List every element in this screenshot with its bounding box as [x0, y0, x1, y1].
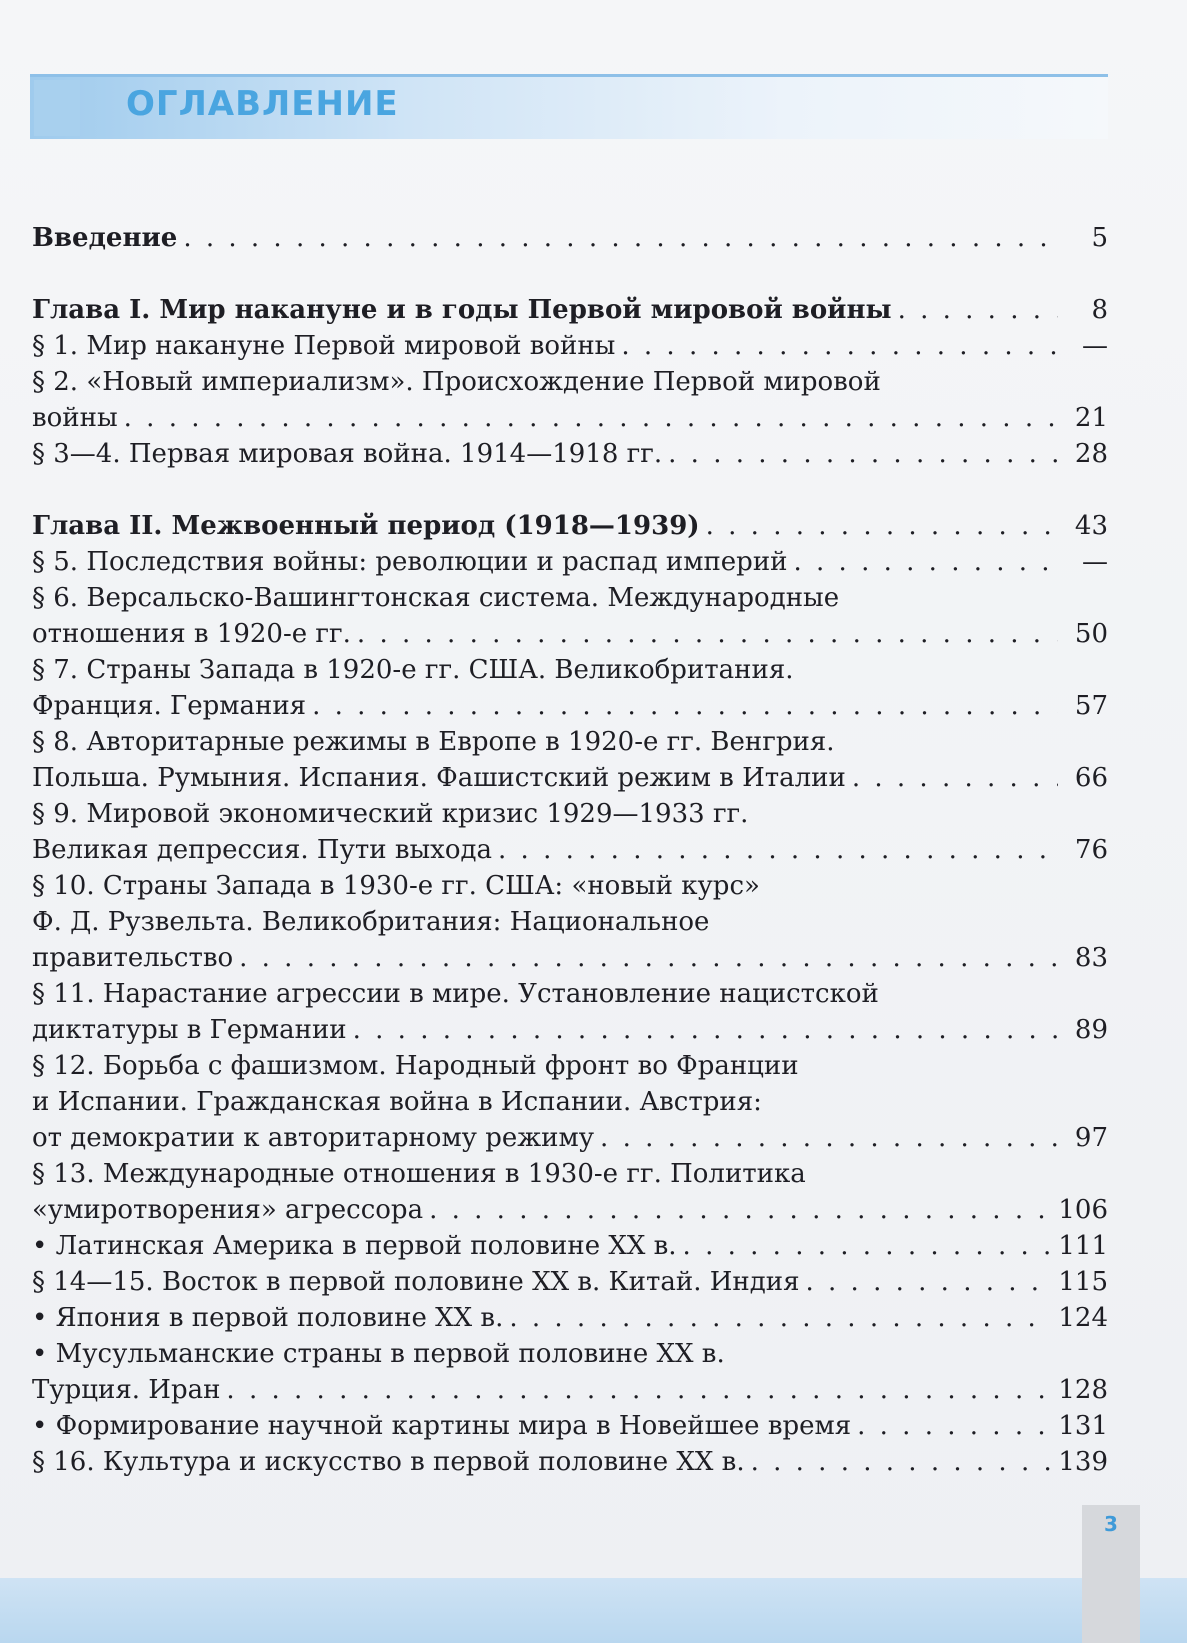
toc-entry-text-line: § 12. Борьба с фашизмом. Народный фронт во Франции — [32, 1051, 799, 1081]
toc-entry — [32, 436, 1108, 472]
toc-entry — [32, 796, 1108, 868]
toc-entry-text-line: § 1. Мир накануне Первой мировой войны — [32, 331, 616, 361]
dot-leader — [600, 1120, 1058, 1156]
toc-entry-text-line: и Испании. Гражданская война в Испании. Австрия: — [32, 1087, 762, 1117]
toc-entry — [32, 1264, 1108, 1300]
toc-entry-text-line: § 5. Последствия войны: революции и распад империй — [32, 547, 788, 577]
toc-entry — [32, 1300, 1108, 1336]
toc-entry-text-line: правительство — [32, 943, 234, 973]
toc-page-number: 111 — [1058, 1231, 1108, 1261]
toc-entry-text-line: диктатуры в Германии — [32, 1015, 347, 1045]
toc-entry-text-line: § 7. Страны Запада в 1920-е гг. США. Великобритания. — [32, 655, 794, 685]
toc-entry-text-line: § 14—15. Восток в первой половине XX в. Китай. Индия — [32, 1267, 800, 1297]
toc-entry-text-line: отношения в 1920-е гг. — [32, 619, 351, 649]
dot-leader — [509, 1300, 1052, 1336]
toc-entry-text-line: § 6. Версальско-Вашингтонская система. Международные — [32, 583, 840, 613]
dot-leader — [353, 1012, 1058, 1048]
toc-page-number: 28 — [1074, 439, 1108, 469]
toc-page-number: 66 — [1074, 763, 1108, 793]
dot-leader — [898, 292, 1058, 328]
toc-entry — [32, 976, 1108, 1048]
toc-entry-text-line: § 2. «Новый империализм». Происхождение Первой мировой — [32, 367, 881, 397]
toc-page-number: 139 — [1058, 1447, 1108, 1477]
toc-entry-last-line — [32, 508, 1108, 544]
toc-entry-text-line: от демократии к авторитарному режиму — [32, 1123, 595, 1153]
toc-entry-last-line — [32, 1372, 1108, 1408]
toc-page-number: — — [1082, 547, 1108, 577]
toc-page-number: 89 — [1074, 1015, 1108, 1045]
toc-page-number: — — [1082, 331, 1108, 361]
table-of-contents — [32, 220, 1108, 1480]
dot-leader — [429, 1192, 1052, 1228]
toc-entry-text-line: войны — [32, 403, 118, 433]
toc-entry-last-line — [32, 1012, 1108, 1048]
dot-leader — [124, 400, 1058, 436]
toc-entry-text-line: § 13. Международные отношения в 1930-е гг. Политика — [32, 1159, 806, 1189]
dot-leader — [683, 1228, 1053, 1264]
toc-entry-text-line: § 11. Нарастание агрессии в мире. Установление нацистской — [32, 979, 879, 1009]
footer-band — [0, 1578, 1187, 1643]
toc-entry-text-line: Введение — [32, 223, 178, 253]
toc-entry — [32, 652, 1108, 724]
toc-entry — [32, 1336, 1108, 1408]
dot-leader — [857, 1408, 1052, 1444]
toc-entry-text-line: § 9. Мировой экономический кризис 1929—1933 гг. — [32, 799, 749, 829]
page-number: 3 — [1104, 1512, 1118, 1536]
dot-leader — [357, 616, 1058, 652]
toc-entry-text-line: § 10. Страны Запада в 1930-е гг. США: «новый курс» — [32, 871, 760, 901]
dot-leader — [805, 1264, 1052, 1300]
toc-chapter-entry — [32, 292, 1108, 328]
toc-entry-last-line — [32, 616, 1108, 652]
dot-leader — [226, 1372, 1052, 1408]
toc-entry-last-line — [32, 292, 1108, 328]
dot-leader — [751, 1444, 1053, 1480]
toc-entry-text-line: Глава I. Мир накануне и в годы Первой мировой войны — [32, 295, 892, 325]
toc-entry-text-line: § 16. Культура и искусство в первой половине XX в. — [32, 1447, 745, 1477]
header-accent-square — [34, 80, 80, 136]
toc-page-number: 50 — [1074, 619, 1108, 649]
toc-entry-text-line: § 8. Авторитарные режимы в Европе в 1920-е гг. Венгрия. — [32, 727, 835, 757]
page-title: ОГЛАВЛЕНИЕ — [126, 84, 399, 124]
toc-entry-last-line — [32, 1192, 1108, 1228]
toc-entry-last-line — [32, 220, 1108, 256]
toc-entry-text-line: Ф. Д. Рузвельта. Великобритания: Национальное — [32, 907, 710, 937]
dot-leader — [852, 760, 1058, 796]
toc-entry-last-line — [32, 1264, 1108, 1300]
toc-entry — [32, 868, 1108, 976]
toc-entry-text-line: • Япония в первой половине XX в. — [32, 1303, 504, 1333]
toc-page-number: 97 — [1074, 1123, 1108, 1153]
toc-entry — [32, 580, 1108, 652]
toc-entry — [32, 364, 1108, 436]
toc-page-number: 76 — [1074, 835, 1108, 865]
toc-entry — [32, 328, 1108, 364]
toc-entry-text-line: Турция. Иран — [32, 1375, 221, 1405]
toc-entry-text-line: § 3—4. Первая мировая война. 1914—1918 гг. — [32, 439, 663, 469]
toc-entry-last-line — [32, 436, 1108, 472]
toc-chapter-entry — [32, 508, 1108, 544]
toc-chapter-entry — [32, 220, 1108, 256]
toc-entry-text-line: • Формирование научной картины мира в Новейшее время — [32, 1411, 852, 1441]
dot-leader — [498, 832, 1058, 868]
toc-entry-text-line: «умиротворения» агрессора — [32, 1195, 424, 1225]
toc-entry-last-line — [32, 328, 1108, 364]
dot-leader — [668, 436, 1058, 472]
toc-entry — [32, 1156, 1108, 1228]
toc-entry — [32, 1408, 1108, 1444]
toc-entry — [32, 1444, 1108, 1480]
toc-entry-last-line — [32, 544, 1108, 580]
toc-entry-last-line — [32, 688, 1108, 724]
toc-entry-last-line — [32, 1444, 1108, 1480]
toc-page-number: 8 — [1091, 295, 1108, 325]
toc-page-number: 83 — [1074, 943, 1108, 973]
toc-entry — [32, 544, 1108, 580]
toc-entry-text-line: Великая депрессия. Пути выхода — [32, 835, 493, 865]
toc-page-number: 128 — [1058, 1375, 1108, 1405]
dot-leader — [239, 940, 1058, 976]
toc-entry-last-line — [32, 400, 1108, 436]
toc-entry-last-line — [32, 1228, 1108, 1264]
dot-leader — [706, 508, 1058, 544]
toc-entry-text-line: Глава II. Межвоенный период (1918—1939) — [32, 511, 700, 541]
toc-entry-last-line — [32, 1120, 1108, 1156]
toc-page-number: 57 — [1074, 691, 1108, 721]
toc-entry — [32, 724, 1108, 796]
toc-page-number: 131 — [1058, 1411, 1108, 1441]
toc-page-number: 43 — [1074, 511, 1108, 541]
toc-entry-text-line: Польша. Румыния. Испания. Фашистский режим в Италии — [32, 763, 846, 793]
dot-leader — [183, 220, 1058, 256]
toc-page-number: 5 — [1091, 223, 1108, 253]
toc-entry-last-line — [32, 1300, 1108, 1336]
toc-entry-text-line: Франция. Германия — [32, 691, 307, 721]
toc-entry — [32, 1048, 1108, 1156]
toc-entry-text-line: • Мусульманские страны в первой половине XX в. — [32, 1339, 725, 1369]
toc-entry-last-line — [32, 1408, 1108, 1444]
toc-page-number: 21 — [1074, 403, 1108, 433]
toc-entry — [32, 1228, 1108, 1264]
toc-entry-last-line — [32, 940, 1108, 976]
toc-entry-text-line: • Латинская Америка в первой половине XX в. — [32, 1231, 677, 1261]
dot-leader — [621, 328, 1058, 364]
dot-leader — [793, 544, 1058, 580]
toc-entry-last-line — [32, 832, 1108, 868]
toc-page-number: 124 — [1058, 1303, 1108, 1333]
toc-entry-last-line — [32, 760, 1108, 796]
dot-leader — [312, 688, 1058, 724]
toc-page-number: 106 — [1058, 1195, 1108, 1225]
toc-page-number: 115 — [1058, 1267, 1108, 1297]
